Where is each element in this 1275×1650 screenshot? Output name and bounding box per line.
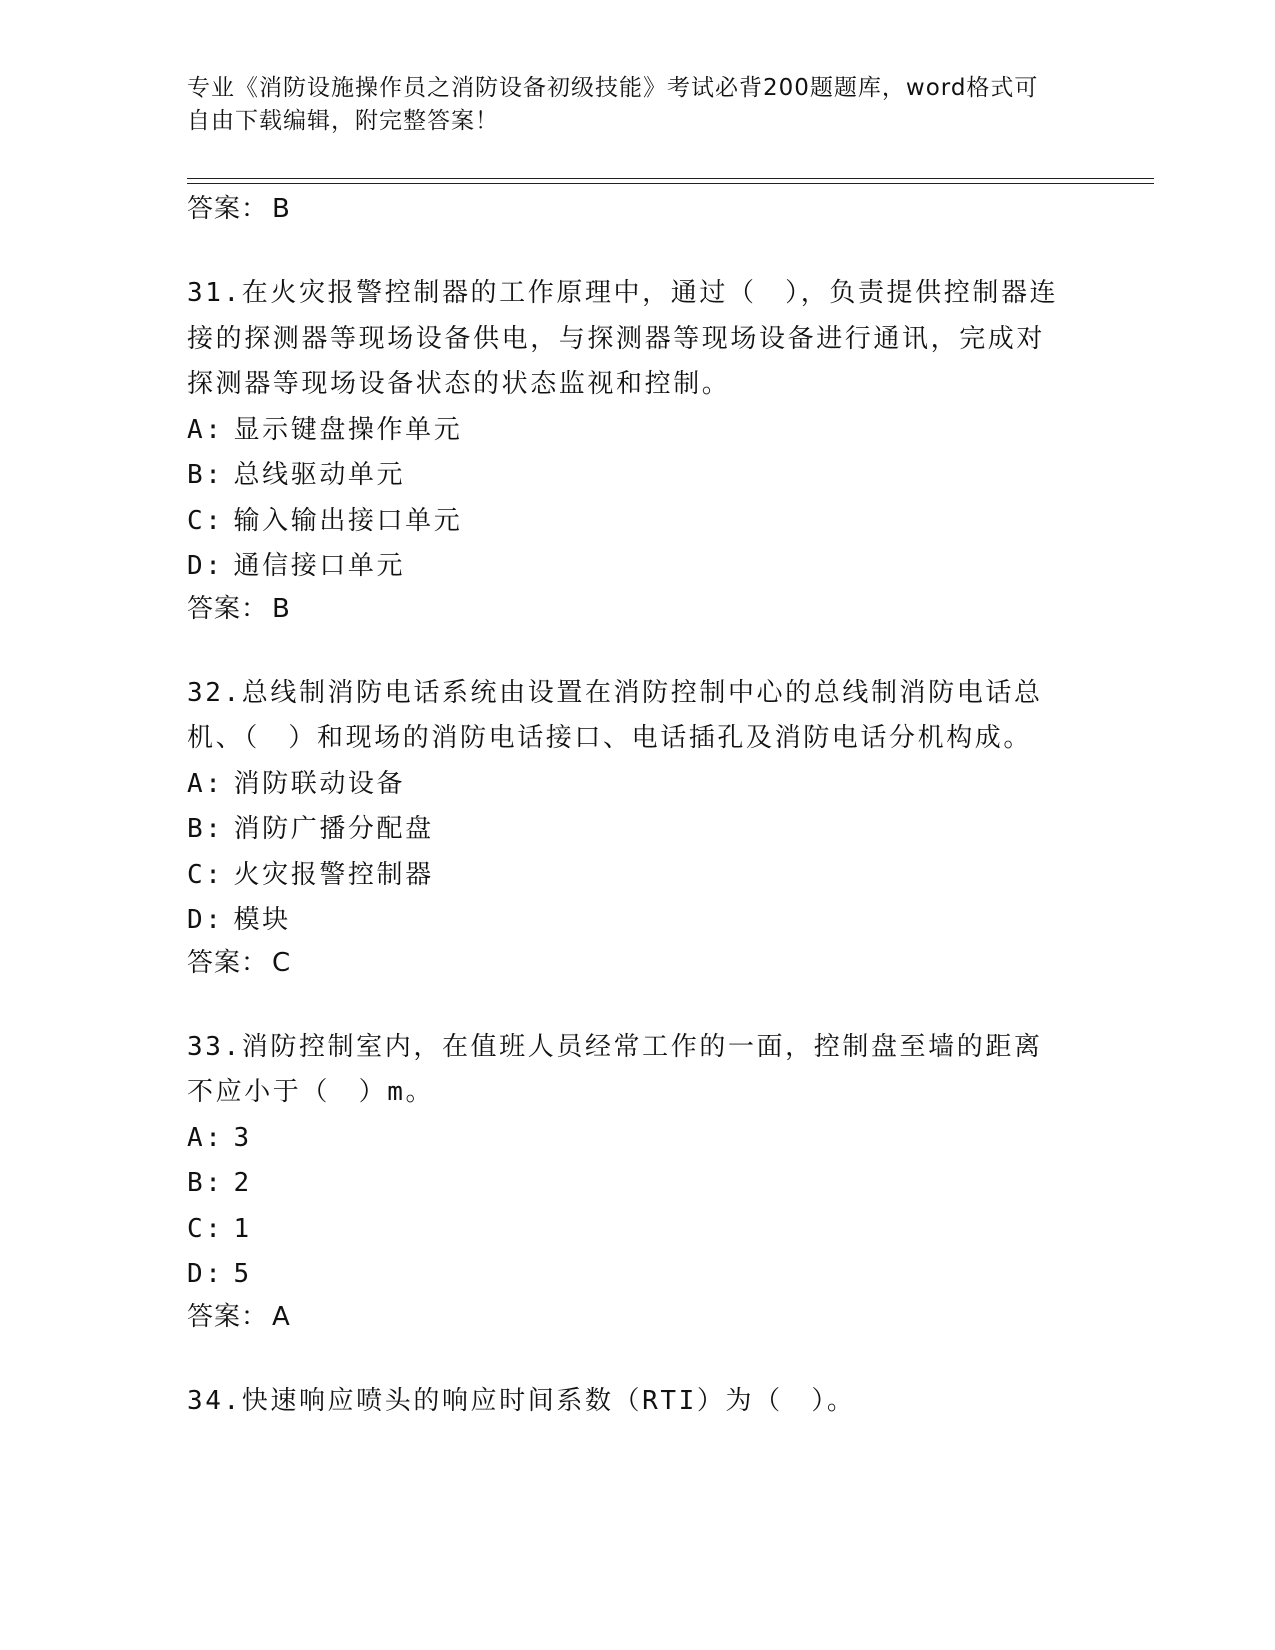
question-block	[187, 271, 1067, 635]
header-divider-top	[187, 178, 1154, 179]
option-a	[187, 762, 1067, 808]
option-letter: A:	[187, 414, 224, 445]
option-text: 模块	[233, 905, 291, 935]
option-letter: B:	[187, 460, 224, 490]
question-text: 33.消防控制室内，在值班人员经常工作的一面，控制盘至墙的距离不应小于（ ）m。	[187, 1031, 1043, 1107]
header-line-2: 自由下载编辑，附完整答案！	[187, 108, 499, 134]
option-letter: D:	[187, 551, 224, 581]
option-letter: C:	[187, 859, 224, 890]
option-letter: A:	[187, 1122, 224, 1153]
answer-label: 答案：	[187, 194, 269, 224]
answer-value: B	[272, 194, 291, 224]
question-text: 31.在火灾报警控制器的工作原理中，通过（ ），负责提供控制器连接的探测器等现场设备供电，与探测器等现场设备进行通讯，完成对探测器等现场设备状态的状态监视和控制。	[187, 278, 1059, 399]
answer-line	[187, 944, 1067, 989]
answer-line	[187, 190, 1067, 235]
option-letter: A:	[187, 768, 224, 799]
question-block	[187, 1025, 1067, 1343]
option-text: 消防广播分配盘	[233, 814, 434, 844]
answer-line	[187, 1298, 1067, 1343]
option-d	[187, 898, 1067, 944]
option-b	[187, 453, 1067, 499]
option-text: 3	[233, 1122, 252, 1153]
option-text: 显示键盘操作单元	[233, 414, 463, 445]
question-list	[187, 190, 1067, 1424]
option-a	[187, 408, 1067, 454]
header-line-1: 专业《消防设施操作员之消防设备初级技能》考试必背200题题库，word格式可	[187, 75, 1039, 101]
option-text: 火灾报警控制器	[233, 859, 434, 890]
answer-value: B	[272, 593, 291, 624]
question-gap	[187, 235, 1067, 271]
option-c	[187, 853, 1067, 899]
question-gap	[187, 989, 1067, 1025]
question-gap	[187, 635, 1067, 671]
answer-value: A	[272, 1301, 291, 1332]
option-text: 消防联动设备	[233, 768, 406, 799]
option-text: 2	[233, 1168, 252, 1198]
option-c	[187, 1207, 1067, 1253]
option-letter: C:	[187, 505, 224, 536]
question-text: 34.快速响应喷头的响应时间系数（RTI）为（ ）。	[187, 1385, 856, 1416]
option-letter: D:	[187, 1259, 224, 1289]
question-block	[187, 1379, 1067, 1425]
option-text: 1	[233, 1213, 252, 1244]
question-text: 32.总线制消防电话系统由设置在消防控制中心的总线制消防电话总机、（ ）和现场的消防电话接口、电话插孔及消防电话分机构成。	[187, 677, 1043, 753]
option-letter: D:	[187, 905, 224, 935]
option-b	[187, 807, 1067, 853]
option-text: 输入输出接口单元	[233, 505, 463, 536]
document-header	[187, 72, 1067, 138]
question-gap	[187, 1343, 1067, 1379]
option-letter: C:	[187, 1213, 224, 1244]
option-letter: B:	[187, 814, 224, 844]
answer-label: 答案：	[187, 947, 269, 978]
option-d	[187, 1252, 1067, 1298]
option-letter: B:	[187, 1168, 224, 1198]
option-c	[187, 499, 1067, 545]
answer-line	[187, 590, 1067, 635]
option-a	[187, 1116, 1067, 1162]
question-block	[187, 671, 1067, 989]
option-text: 总线驱动单元	[233, 460, 406, 490]
answer-label: 答案：	[187, 593, 269, 624]
option-text: 通信接口单元	[233, 551, 406, 581]
header-divider-bottom	[187, 183, 1154, 184]
option-b	[187, 1161, 1067, 1207]
option-d	[187, 544, 1067, 590]
option-text: 5	[233, 1259, 252, 1289]
answer-value: C	[272, 947, 292, 978]
answer-label: 答案：	[187, 1301, 269, 1332]
